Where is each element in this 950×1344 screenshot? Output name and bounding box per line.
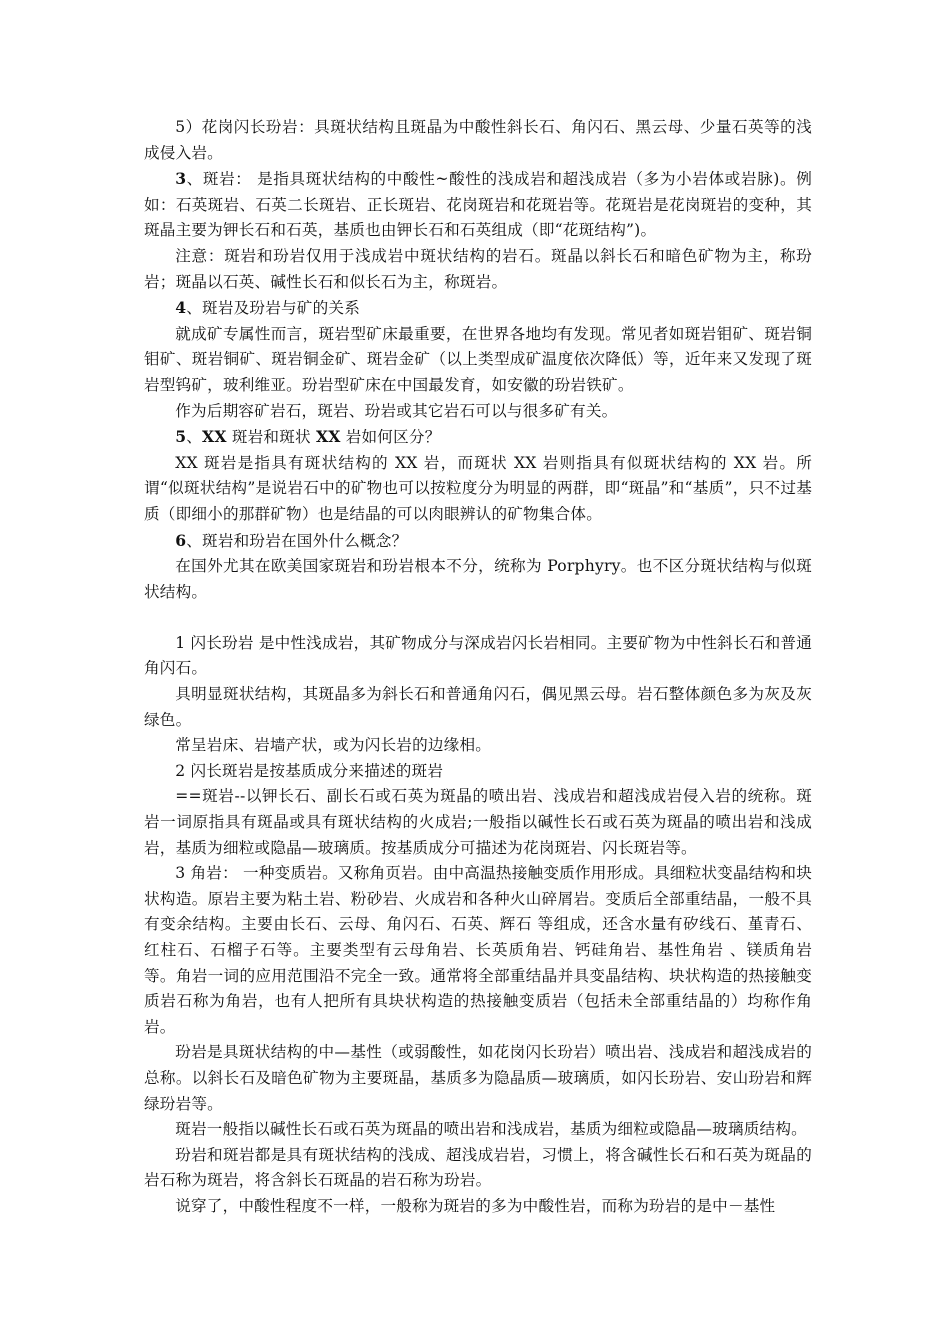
heading-xx-distinction	[144, 424, 812, 451]
paragraph-porphyry-alkali	[144, 1117, 812, 1143]
heading-abroad-concept	[144, 528, 812, 555]
paragraph-text: 1 闪长玢岩 是中性浅成岩，其矿物成分与深成岩闪长岩相同。主要矿物为中性斜长石和普通角闪石。	[144, 633, 812, 678]
paragraph-naming-convention	[144, 1143, 812, 1194]
paragraph-text: XX 斑岩是指具有斑状结构的 XX 岩，而斑状 XX 岩则指具有似斑状结构的 XX 岩。所谓“似斑状结构”是说岩石中的矿物也可以按粒度分为明显的两群，即“斑晶”和“基质”，只不过基质（即细小的那群矿物）也是结晶的可以肉眼辨认的矿物集合体。	[144, 453, 812, 523]
heading-ore-relation	[144, 295, 812, 322]
paragraph-text: 注意：斑岩和玢岩仅用于浅成岩中斑状结构的岩石。斑晶以斜长石和暗色矿物为主，称玢岩；斑晶以石英、碱性长石和似长石为主，称斑岩。	[144, 246, 812, 291]
paragraph-host-rock	[144, 399, 812, 425]
heading-text: 斑岩和斑状	[226, 428, 316, 447]
heading-xx: XX	[315, 427, 341, 447]
paragraph-porphyry-abroad	[144, 554, 812, 605]
paragraph-xx-explanation	[144, 451, 812, 528]
heading-text: 、斑岩及玢岩与矿的关系	[186, 299, 360, 318]
paragraph-porphyry-general	[144, 784, 812, 861]
heading-xx: XX	[202, 427, 227, 447]
section-number: 5	[175, 427, 187, 447]
paragraph-diorite-porphyry	[144, 759, 812, 785]
paragraph-note	[144, 244, 812, 295]
paragraph-text: 说穿了，中酸性程度不一样，一般称为斑岩的多为中酸性岩，而称为玢岩的是中－基性	[175, 1196, 776, 1215]
paragraph-text: 作为后期容矿岩石，斑岩、玢岩或其它岩石可以与很多矿有关。	[175, 401, 618, 420]
paragraph-text: 斑岩一般指以碱性长石或石英为斑晶的喷出岩和浅成岩，基质为细粒或隐晶—玻璃质结构。	[175, 1120, 807, 1139]
paragraph-text: 2 闪长斑岩是按基质成分来描述的斑岩	[175, 761, 444, 780]
paragraph-text: ==斑岩--以钾长石、副长石或石英为斑晶的喷出岩、浅成岩和超浅成岩侵入岩的统称。斑岩一词原指具有斑晶或具有斑状结构的火成岩;一般指以碱性长石或石英为斑晶的喷出岩和浅成岩，基质为细粒或隐晶—玻璃质。按基质成分可描述为花岗斑岩、闪长斑岩等。	[144, 787, 812, 857]
blank-line	[144, 605, 812, 631]
paragraph-text: 、斑岩： 是指具斑状结构的中酸性~酸性的浅成岩和超浅成岩（多为小岩体或岩脉)。例如：石英斑岩、石英二长斑岩、正长斑岩、花岗斑岩和花斑岩等。花斑岩是花岗斑岩的变种，其斑晶主要为钾长石和石英，基质也由钾长石和石英组成（即“花斑结构”)。	[144, 170, 812, 240]
heading-text: 岩如何区分？	[340, 428, 441, 447]
paragraph-porphyrite-definition	[144, 1040, 812, 1117]
paragraph-text: 常呈岩床、岩墙产状，或为闪长岩的边缘相。	[175, 736, 492, 755]
paragraph-text: 玢岩和斑岩都是具有斑状结构的浅成、超浅成岩岩，习惯上，将含碱性长石和石英为斑晶的岩石称为斑岩，将含斜长石斑晶的岩石称为玢岩。	[144, 1145, 812, 1190]
paragraph-text: 就成矿专属性而言，斑岩型矿床最重要，在世界各地均有发现。常见者如斑岩钼矿、斑岩铜钼矿、斑岩铜矿、斑岩铜金矿、斑岩金矿（以上类型成矿温度依次降低）等，近年来又发现了斑岩型钨矿，玻利维亚。玢岩型矿床在中国最发育，如安徽的玢岩铁矿。	[144, 324, 812, 394]
paragraph-porphyry-definition	[144, 166, 812, 244]
paragraph-text: 玢岩是具斑状结构的中—基性（或弱酸性，如花岗闪长玢岩）喷出岩、浅成岩和超浅成岩的总称。以斜长石及暗色矿物为主要斑晶，基质多为隐晶质—玻璃质，如闪长玢岩、安山玢岩和辉绿玢岩等。	[144, 1043, 812, 1113]
paragraph-text: 在国外尤其在欧美国家斑岩和玢岩根本不分，统称为 Porphyry。也不区分斑状结构与似斑状结构。	[144, 557, 812, 601]
section-number: 4	[175, 298, 187, 318]
section-number: 6	[175, 530, 187, 550]
paragraph-diorite-porphyrite	[144, 631, 812, 682]
paragraph-hornfels	[144, 861, 812, 1040]
paragraph-ore-deposits	[144, 322, 812, 399]
paragraph-text: 3 角岩： 一种变质岩。又称角页岩。由中高温热接触变质作用形成。具细粒状变晶结构和块状构造。原岩主要为粘土岩、粉砂岩、火成岩和各种火山碎屑岩。变质后全部重结晶，一般不具有变余结构。主要由长石、云母、角闪石、石英、辉石 等组成，还含水量有矽线石、堇青石、红柱石、石榴子石等。主要类型有云母角岩、长英质角岩、钙硅角岩、基性角岩 、镁质角岩等。角岩一词的应用范围沿不完全一致。通常将全部重结晶并具变晶结构、块状构造的热接触变质岩石称为角岩，也有人把所有具块状构造的热接触变质岩（包括未全部重结晶的）均称作角岩。	[144, 864, 812, 1036]
paragraph-text: 具明显斑状结构，其斑晶多为斜长石和普通角闪石，偶见黑云母。岩石整体颜色多为灰及灰绿色。	[144, 685, 812, 729]
paragraph-porphyritic-texture	[144, 682, 812, 733]
paragraph-summary	[144, 1194, 812, 1220]
paragraph-text: 5）花岗闪长玢岩：具斑状结构且斑晶为中酸性斜长石、角闪石、黑云母、少量石英等的浅成侵入岩。	[144, 118, 812, 162]
paragraph-granodiorite-porphyrite	[144, 115, 812, 166]
heading-text: 、	[186, 428, 203, 447]
paragraph-occurrence	[144, 733, 812, 759]
heading-text: 、斑岩和玢岩在国外什么概念？	[186, 531, 408, 550]
section-number: 3	[175, 169, 187, 189]
document-body	[144, 115, 812, 1220]
